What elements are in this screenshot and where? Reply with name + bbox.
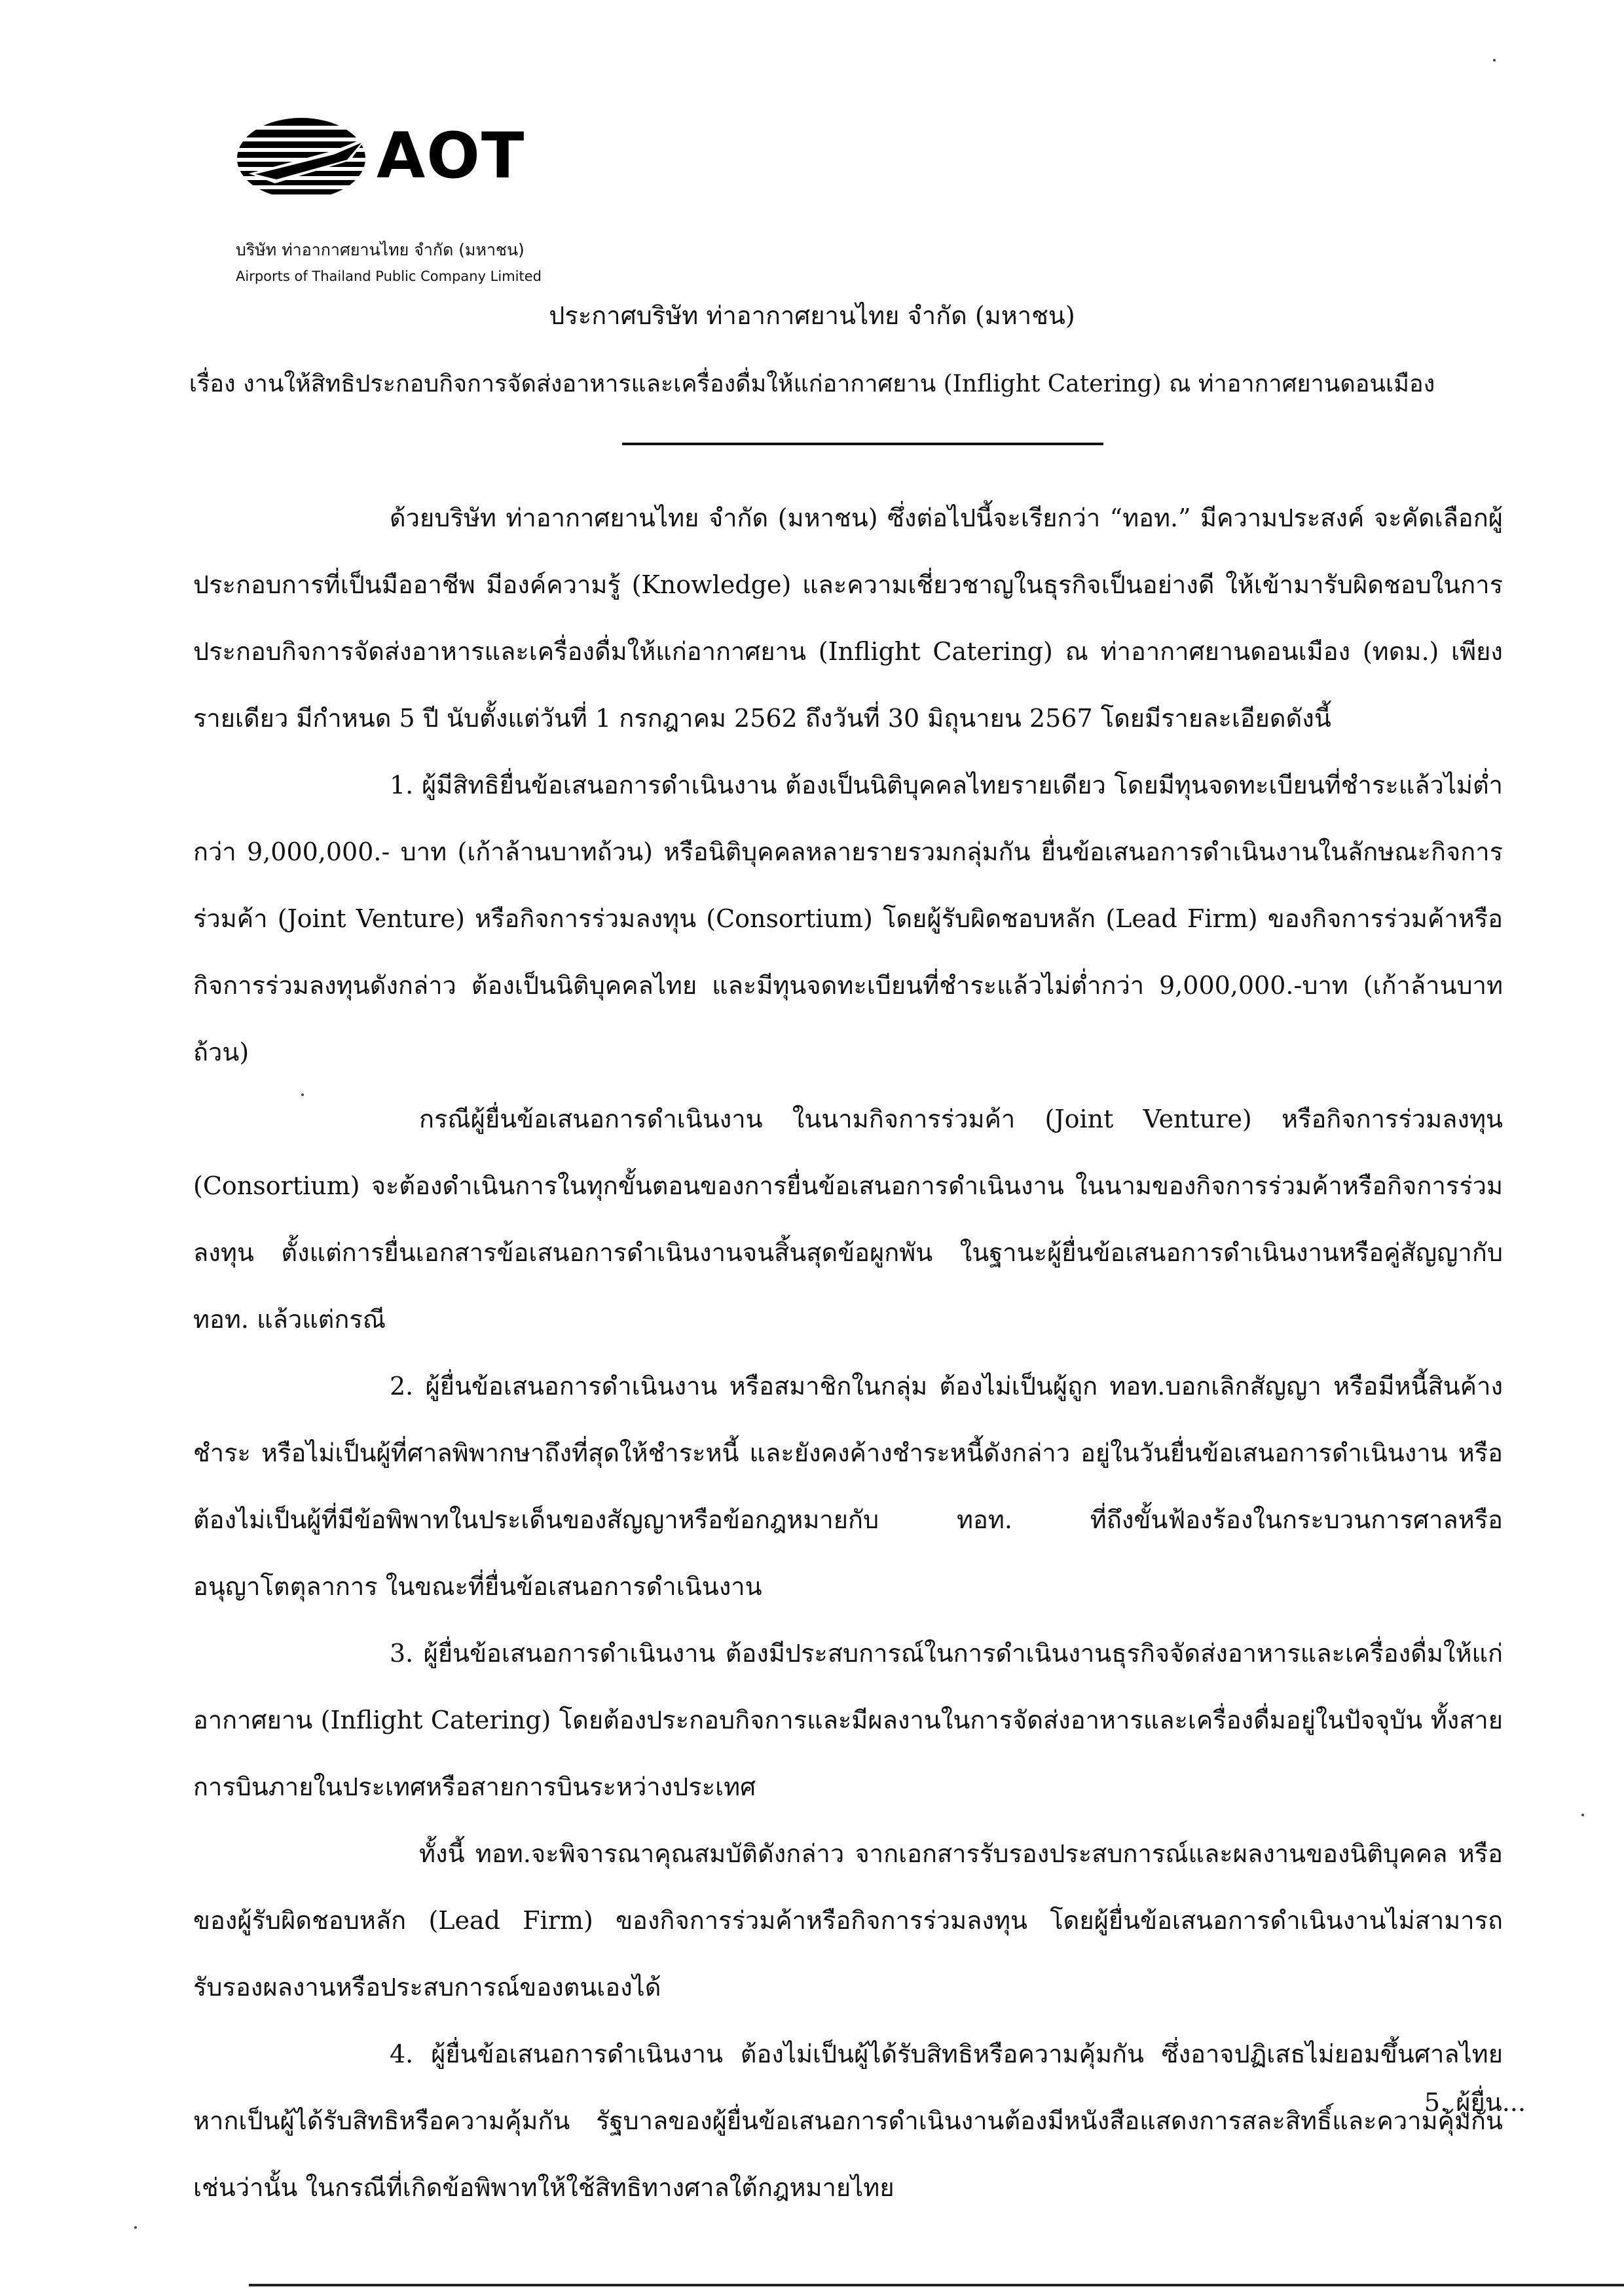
aot-wing-icon <box>236 111 373 210</box>
aot-logo <box>236 111 576 210</box>
document-body <box>193 485 1503 2221</box>
clause-1-joint-venture-note: กรณีผู้ยื่นข้อเสนอการดำเนินงาน ในนามกิจการร่วมค้า (Joint Venture) หรือกิจการร่วมลงทุน (Consortium) จะต้องดำเนินการในทุกขั้นตอนของการยื่นข้อเสนอการดำเนินงาน ในนามของกิจการร่วมค้าหรือกิจการร่วมลงทุน ตั้งแต่การยื่นเอกสารข้อเสนอการดำเนินงานจนสิ้นสุดข้อผูกพัน ในฐานะผู้ยื่นข้อเสนอการดำเนินงานหรือคู่สัญญากับ ทอท. แล้วแต่กรณี <box>193 1105 1503 1334</box>
scan-speck <box>301 1093 304 1096</box>
company-name-thai: บริษัท ท่าอากาศยานไทย จำกัด (มหาชน) <box>236 240 525 259</box>
scan-speck <box>134 2226 137 2229</box>
clause-2: 2. ผู้ยื่นข้อเสนอการดำเนินงาน หรือสมาชิกในกลุ่ม ต้องไม่เป็นผู้ถูก ทอท.บอกเลิกสัญญา หรือมีหนี้สินค้างชำระ หรือไม่เป็นผู้ที่ศาลพิพากษาถึงที่สุดให้ชำระหนี้ และยังคงค้างชำระหนี้ดังกล่าว อยู่ในวันยื่นข้อเสนอการดำเนินงาน หรือต้องไม่เป็นผู้ที่มีข้อพิพาทในประเด็นของสัญญาหรือข้อกฎหมายกับ ทอท. ที่ถึงขั้นฟ้องร้องในกระบวนการศาลหรืออนุญาโตตุลาการ ในขณะที่ยื่นข้อเสนอการดำเนินงาน <box>193 1372 1503 1601</box>
company-name-english: Airports of Thailand Public Company Limited <box>236 268 542 284</box>
clause-3: 3. ผู้ยื่นข้อเสนอการดำเนินงาน ต้องมีประสบการณ์ในการดำเนินงานธุรกิจจัดส่งอาหารและเครื่องดื่มให้แก่อากาศยาน (Inflight Catering) โดยต้องประกอบกิจการและมีผลงานในการจัดส่งอาหารและเครื่องดื่มอยู่ในปัจจุบัน ทั้งสายการบินภายในประเทศหรือสายการบินระหว่างประเทศ <box>193 1639 1503 1801</box>
announcement-subject: เรื่อง งานให้สิทธิประกอบกิจการจัดส่งอาหารและเครื่องดื่มให้แก่อากาศยาน (Inflight Catering) ณ ท่าอากาศยานดอนเมือง <box>189 371 1435 397</box>
clause-4: 4. ผู้ยื่นข้อเสนอการดำเนินงาน ต้องไม่เป็นผู้ได้รับสิทธิหรือความคุ้มกัน ซึ่งอาจปฏิเสธไม่ยอมขึ้นศาลไทย หากเป็นผู้ได้รับสิทธิหรือความคุ้มกัน รัฐบาลของผู้ยื่นข้อเสนอการดำเนินงานต้องมีหนังสือแสดงการสละสิทธิ์และความคุ้มกันเช่นว่านั้น ในกรณีที่เกิดข้อพิพาทให้ใช้สิทธิทางศาลใต้กฎหมายไทย <box>193 2040 1503 2202</box>
scan-speck <box>1493 59 1496 62</box>
announcement-title: ประกาศบริษัท ท่าอากาศยานไทย จำกัด (มหาชน) <box>549 301 1075 330</box>
continuation-marker: 5. ผู้ยื่น... <box>1424 2088 1526 2117</box>
clause-1: 1. ผู้มีสิทธิยื่นข้อเสนอการดำเนินงาน ต้องเป็นนิติบุคคลไทยรายเดียว โดยมีทุนจดทะเบียนที่ชำระแล้วไม่ต่ำกว่า 9,000,000.- บาท (เก้าล้านบาทถ้วน) หรือนิติบุคคลหลายรายรวมกลุ่มกัน ยื่นข้อเสนอการดำเนินงานในลักษณะกิจการร่วมค้า (Joint Venture) หรือกิจการร่วมลงทุน (Consortium) โดยผู้รับผิดชอบหลัก (Lead Firm) ของกิจการร่วมค้าหรือกิจการร่วมลงทุนดังกล่าว ต้องเป็นนิติบุคคลไทย และมีทุนจดทะเบียนที่ชำระแล้วไม่ต่ำกว่า 9,000,000.-บาท (เก้าล้านบาทถ้วน) <box>193 771 1503 1067</box>
title-divider <box>622 443 1103 445</box>
scan-edge-line <box>249 2284 1624 2286</box>
clause-3-note: ทั้งนี้ ทอท.จะพิจารณาคุณสมบัติดังกล่าว จากเอกสารรับรองประสบการณ์และผลงานของนิติบุคคล หรือของผู้รับผิดชอบหลัก (Lead Firm) ของกิจการร่วมค้าหรือกิจการร่วมลงทุน โดยผู้ยื่นข้อเสนอการดำเนินงานไม่สามารถรับรองผลงานหรือประสบการณ์ของตนเองได้ <box>193 1839 1503 2002</box>
aot-wordmark: AOT <box>377 119 526 192</box>
intro-paragraph: ด้วยบริษัท ท่าอากาศยานไทย จำกัด (มหาชน) ซึ่งต่อไปนี้จะเรียกว่า “ทอท.” มีความประสงค์ จะคัดเลือกผู้ประกอบการที่เป็นมืออาชีพ มีองค์ความรู้ (Knowledge) และความเชี่ยวชาญในธุรกิจเป็นอย่างดี ให้เข้ามารับผิดชอบในการประกอบกิจการจัดส่งอาหารและเครื่องดื่มให้แก่อากาศยาน (Inflight Catering) ณ ท่าอากาศยานดอนเมือง (ทดม.) เพียงรายเดียว มีกำหนด 5 ปี นับตั้งแต่วันที่ 1 กรกฎาคม 2562 ถึงวันที่ 30 มิถุนายน 2567 โดยมีรายละเอียดดังนี้ <box>193 504 1503 733</box>
scan-speck <box>1581 1814 1584 1816</box>
